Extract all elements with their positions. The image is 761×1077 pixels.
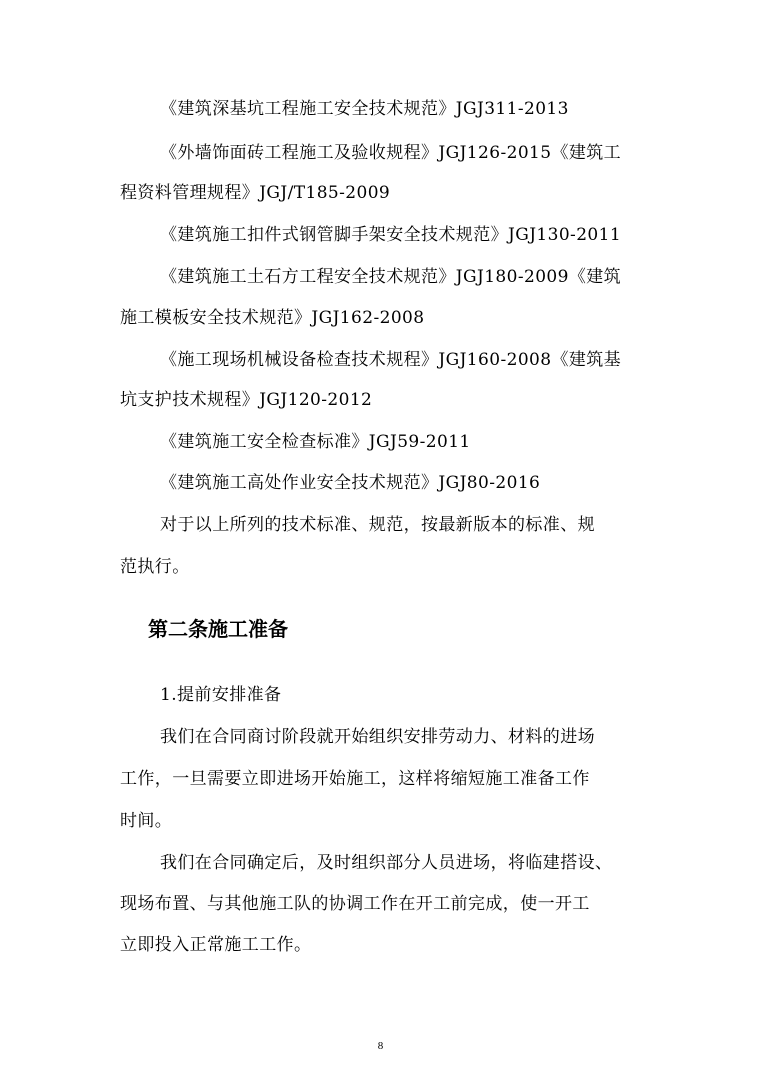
standard-line-2: 《外墙饰面砖工程施工及验收规程》JGJ126-2015《建筑工	[160, 143, 622, 163]
note-line-1: 对于以上所列的技术标准、规范，按最新版本的标准、规	[160, 515, 595, 535]
standard-line-5-cont: 坑支护技术规程》JGJ120-2012	[120, 390, 373, 410]
standard-line-7: 《建筑施工高处作业安全技术规范》JGJ80-2016	[160, 473, 541, 493]
subsection-heading: 1.提前安排准备	[160, 685, 282, 705]
standard-line-4: 《建筑施工土石方工程安全技术规范》JGJ180-2009《建筑	[160, 267, 622, 287]
paragraph-2-line-2: 现场布置、与其他施工队的协调工作在开工前完成，使一开工	[120, 894, 590, 914]
paragraph-2-line-1: 我们在合同确定后，及时组织部分人员进场，将临建搭设、	[160, 853, 613, 873]
standard-line-3: 《建筑施工扣件式钢管脚手架安全技术规范》JGJ130-2011	[160, 225, 622, 245]
standard-line-6: 《建筑施工安全检查标准》JGJ59-2011	[160, 432, 471, 452]
paragraph-2-line-3: 立即投入正常施工工作。	[120, 935, 312, 955]
note-line-2: 范执行。	[120, 557, 190, 577]
standard-line-1: 《建筑深基坑工程施工安全技术规范》JGJ311-2013	[160, 99, 569, 119]
paragraph-1-line-1: 我们在合同商讨阶段就开始组织安排劳动力、材料的进场	[160, 727, 595, 747]
standard-line-4-cont: 施工模板安全技术规范》JGJ162-2008	[120, 308, 425, 328]
paragraph-1-line-2: 工作，一旦需要立即进场开始施工，这样将缩短施工准备工作	[120, 769, 590, 789]
standard-line-2-cont: 程资料管理规程》JGJ/T185-2009	[120, 183, 391, 203]
page-number: 8	[377, 1040, 384, 1052]
paragraph-1-line-3: 时间。	[120, 811, 173, 831]
section-heading: 第二条施工准备	[148, 617, 288, 641]
standard-line-5: 《施工现场机械设备检查技术规程》JGJ160-2008《建筑基	[160, 350, 622, 370]
